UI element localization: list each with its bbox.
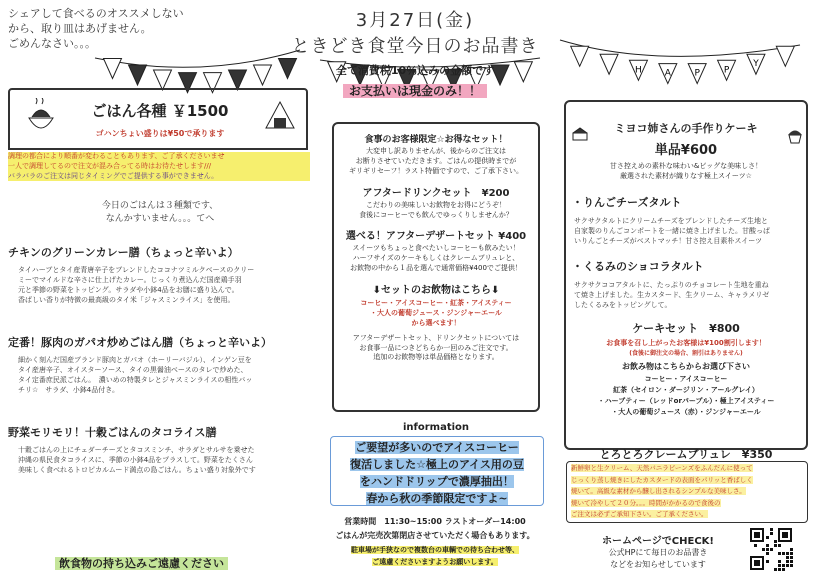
bunting-flag — [254, 65, 272, 85]
sellout-note: ごはんが完売次第閉店させていただく場合もあります。 — [335, 531, 535, 540]
onigiri-icon — [264, 100, 296, 132]
brulee-desc: 新鮮卵と生クリーム、天然バニラビーンズをふんだんに使って じっくり蒸し焼きにしたカスタードの表面をパリッと香ばしく 焼いて。高級な素材から醸し出されるシンプルな美味しさ。 焼いて冷やして２０分。。。時間がかかるので食後の ご注文は必ずご承知下さい。ご了承ください。 — [571, 464, 753, 519]
bunting-letter: H — [635, 65, 642, 76]
handwritten-note: 今日のごはんは３種類です、 なんかすいません。。。てへ — [101, 201, 219, 224]
info-box: ご要望が多いのでアイスコーヒー 復活しました☆極上のアイス用の豆 をハンドドリップで濃厚抽出！ 春から秋の季節限定ですよ~ — [330, 436, 544, 506]
brulee-title: とろとろクレームブリュレ ¥350 — [599, 448, 773, 461]
homepage-title: ホームページでCHECK! — [602, 536, 714, 547]
bunting-flag — [104, 59, 122, 79]
bunting-flag — [571, 46, 589, 66]
bunting-letter: P — [694, 68, 700, 79]
drink-set-title: アフタードリンクセット ¥200 — [362, 188, 510, 200]
rice-bowl-icon — [24, 98, 58, 138]
menu-item-title: 野菜モリモリ！十穀ごはんのタコライス膳 — [8, 426, 217, 439]
cash-note: お支払いは現金のみ！！ — [343, 84, 487, 98]
page-title: ときどき食堂今日のお品書き — [291, 36, 539, 57]
menu-item-desc: 十穀ごはんの上にチェダーチーズとタコスミンチ、サラダとサルサを乗せた 沖縄の県民食タコライスに、季節の小鉢4品をプラスして。野菜をたくさん 美味しく食べれるトロピカルムード満点の島ごはん。ちょい盛り対象外です — [18, 446, 256, 475]
cake-item-title: ・くるみのショコラタルト — [572, 260, 704, 274]
menu-item-title: 定番！豚肉のガパオ炒めごはん膳（ちょっと辛いよ） — [8, 336, 272, 349]
cake-set-note: (食後に御注文の場合、割引はありません) — [629, 350, 743, 358]
dessert-set-title: 選べる！アフターデザートセット ¥400 — [345, 230, 527, 242]
bunting-flag — [154, 70, 172, 90]
cake-item-desc: サクサクタルトにクリームチーズをブレンドしたチーズ生地と 自家製のりんごコンポートを一緒に焼き上げました。甘酸っぱ いりんごとチーズがベストマッチ！甘さ控え目素朴スイーツ — [574, 216, 770, 245]
bunting-flag — [229, 70, 247, 90]
cake-box — [564, 100, 808, 450]
bunting-letter: P — [723, 65, 730, 76]
drinks-list: コーヒー・アイスコーヒー 紅茶（セイロン・ダージリン・アールグレイ） ・ハーブティー（レッドorパープル）・極上アイスティー ・大人の葡萄ジュース（赤）・ジンジャーエール — [597, 375, 775, 417]
menu-item — [8, 424, 313, 475]
menu-item-title: チキンのグリーンカレー膳（ちょっと辛いよ） — [8, 246, 239, 259]
cake-item-title: ・りんごチーズタルト — [572, 195, 682, 209]
set-menu-box — [332, 122, 540, 412]
menu-item — [8, 244, 313, 306]
set-drinks-note: アフターデザートセット、ドリンクセットについては お食事一品につきどちらか一回のみご注文です。 追加のお飲物等は単品価格となります。 — [352, 333, 520, 362]
top-left-note: シェアして食べるのオススメしない から、取り皿はあげません。 ごめんなさい。。。 — [8, 7, 184, 50]
bunting-letter: Y — [753, 59, 759, 70]
parking-note: 駐車場が手狭なので複数台の車輌での待ち合わせ等、 ご遠慮くださいますようお願いします。 — [351, 546, 519, 566]
cupcake-icon — [786, 126, 804, 144]
cake-title: ミヨコ姉さんの手作りケーキ — [614, 122, 758, 135]
info-label: information — [402, 422, 470, 433]
drinks-title: お飲み物はこちらからお選び下さい — [622, 362, 750, 372]
bunting-flag — [600, 54, 618, 74]
cake-desc: 甘さ控えめの素朴な味わい&ビッグな美味しさ！ 厳選された素材が織りなす極上スイーツ☆ — [609, 162, 763, 180]
cake-icon — [572, 126, 588, 142]
menu-item — [8, 334, 313, 396]
menu-item-desc: タイハーブとタイ産青唐辛子をブレンドしたココナツミルクベースのクリー ミーでマイルドな辛さに仕上げたカレー。じっくり煮込んだ国産鶏手羽 元と季節の野菜をトッピング。サラダや小鉢4品をお膳に盛り込んで。 香ばしい香りが特徴の最高級のタイ米「ジャスミンライス」を使用。 — [18, 266, 255, 305]
qr-code-icon[interactable] — [748, 526, 794, 572]
date: 3月27日(金) — [355, 10, 475, 31]
cake-set-discount: お食事を召し上がったお客様は¥100割引します！ — [606, 339, 766, 348]
set-desc: 大変申し訳ありませんが、後からのご注文は お断りさせていただきます。ごはんの提供時までが ギリギリセーフ！ラスト特価ですので、ご了承下さい。 — [349, 147, 523, 175]
left-notice: 調理の都合により順番が変わることもあります、ご了承くださいませ 一人で調理してるので注文が混み合ってる時はお待たせします/// バラバラのご注文は同じタイミングでご提供する事ができません。 — [8, 152, 310, 181]
brulee-box — [566, 461, 808, 523]
tax-note: 全て消費税10％込みの金額です — [335, 64, 495, 77]
rice-heading: ごはん各種 ￥1500 — [91, 102, 229, 120]
bunting-flag — [776, 46, 794, 66]
business-hours: 営業時間 11:30~15:00 ラストオーダー14:00 — [344, 517, 526, 526]
left-footer: 飲食物の持ち込みご遠慮ください — [55, 557, 228, 570]
rice-header-box — [8, 88, 308, 150]
set-drinks-title: ⬇セットのお飲物はこちら⬇ — [372, 285, 500, 297]
bunting-flag — [129, 65, 147, 85]
set-title: 食事のお客様限定☆お得なセット！ — [364, 135, 508, 145]
cake-price: 単品¥600 — [654, 143, 718, 158]
cake-set-title: ケーキセット ¥800 — [632, 322, 740, 336]
cake-item-desc: サクサクココアタルトに、たっぷりのチョコレート生地を重ね て焼き上げました。生カスタード、生クリーム、キャラメリゼ したくるみをトッピングして。 — [574, 281, 770, 310]
homepage-desc: 公式HPにて毎日のお品書き などをお知らせしています — [608, 548, 708, 569]
rice-subheading: ゴハンちょい盛りは¥50で承ります — [95, 129, 225, 138]
dessert-set-desc: スイーツもちょっと食べたいしコーヒーも飲みたい！ ハーフサイズのケーキもしくはクレームブリュレと、 お飲物の中から１品を選んで通常価格¥400でご提供！ — [350, 243, 522, 272]
bunting-letter: A — [664, 68, 671, 79]
drink-set-desc: こだわりの美味しいお飲物をお得にどうぞ！ 食後にコーヒーでも飲んでゆっくりしませんか？ — [359, 201, 513, 220]
menu-item-desc: 細かく刻んだ国産ブランド豚肉とガパオ（ホーリーバジル）、インゲン豆を タイ産唐辛子、オイスターソース、タイの黒醤油ベースのタレで炒めた、 タイ定番庶民派ごはん。 濃いめの特製タレとジャスミンライスの相性バッ チリ☆ サラダ、小鉢4品付き。 — [18, 356, 253, 395]
set-drinks-list: コーヒー・アイスコーヒー・紅茶・アイスティー ・大人の葡萄ジュース・ジンジャーエール から選べます！ — [360, 299, 512, 327]
